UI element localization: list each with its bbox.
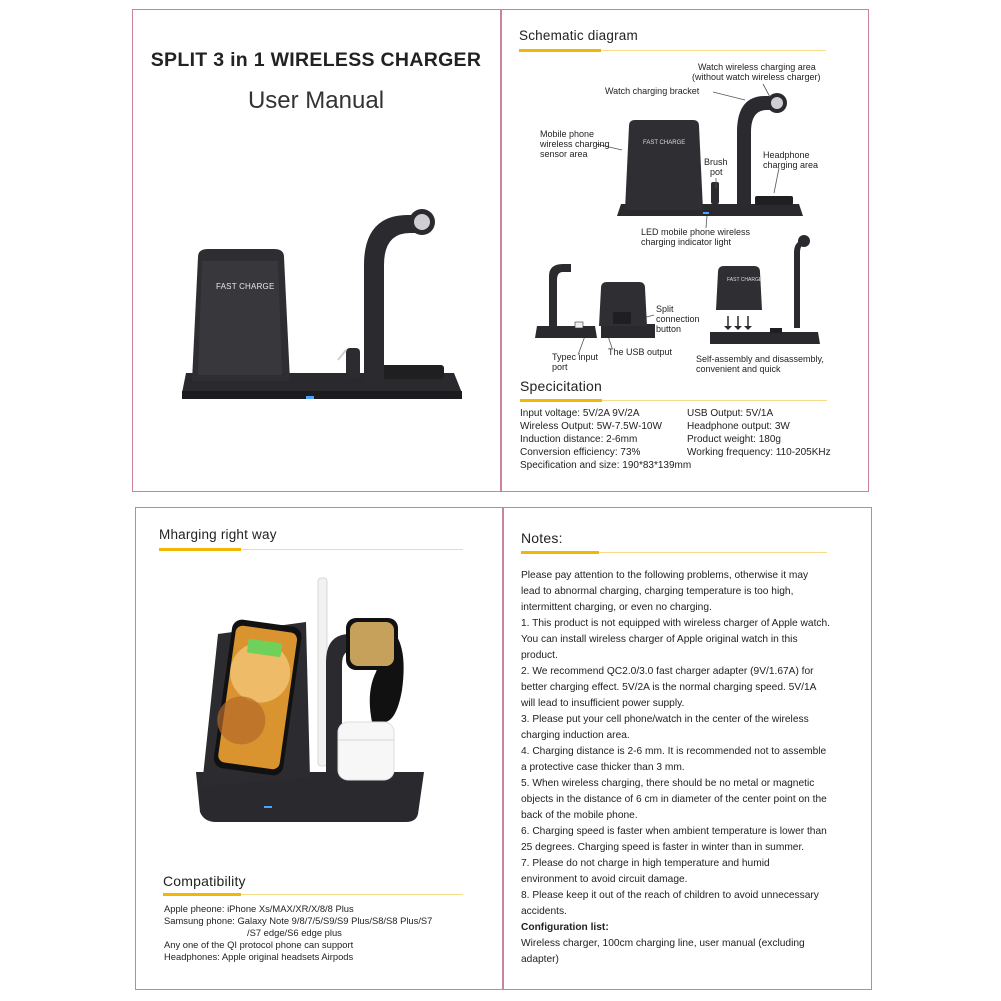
compat-line-4: Headphones: Apple original headsets Airpods (164, 951, 354, 962)
schematic-heading: Schematic diagram (519, 28, 638, 43)
config-heading: Configuration list: (521, 922, 609, 933)
spec-left-2: Induction distance: 2-6mm (520, 434, 638, 445)
notes-line-13: 5. When wireless charging, there should be no metal or magnetic (521, 778, 815, 789)
notes-line-10: charging induction area. (521, 730, 630, 741)
label-headphone-2: charging area (763, 160, 819, 170)
notes-line-0: Please pay attention to the following problems, otherwise it may (521, 570, 809, 581)
notes-line-15: back of the mobile phone. (521, 810, 638, 821)
notes-heading-rule (599, 552, 827, 553)
notes-line-3: 1. This product is not equipped with wireless charger of Apple watch. (521, 618, 831, 629)
compatibility-heading-bar (163, 893, 241, 896)
schematic-fast-charge-logo-2: FAST CHARGE (727, 277, 763, 283)
cover-title: SPLIT 3 in 1 WIRELESS CHARGER (150, 49, 482, 71)
label-split-3: button (656, 324, 682, 334)
charging-heading-bar (159, 548, 241, 551)
notes-line-14: objects in the distance of 6 cm in diameter of the center point on the (521, 794, 827, 805)
cover-subtitle: User Manual (247, 87, 385, 114)
cover-product-logo: FAST CHARGE (216, 282, 275, 291)
specification-heading-rule (602, 400, 827, 401)
label-mobile-1: Mobile phone (540, 129, 595, 139)
schematic-device-split (535, 262, 655, 342)
notes-line-17: 25 degrees. Charging speed is faster in winter than in summer. (521, 842, 805, 853)
label-typec-1: Typec input (552, 352, 599, 362)
charging-heading-rule (241, 549, 463, 550)
label-led-1: LED mobile phone wireless (641, 227, 751, 237)
config-line-1: adapter) (521, 954, 559, 965)
label-watch-area-2: (without watch wireless charger) (692, 72, 821, 82)
label-led-2: charging indicator light (641, 237, 732, 247)
spec-left-4: Specification and size: 190*83*139mm (520, 460, 692, 471)
specification-heading-bar (520, 399, 602, 402)
label-typec-2: port (552, 362, 568, 372)
label-split-1: Split (656, 304, 674, 314)
label-headphone-1: Headphone (763, 150, 810, 160)
spec-right-0: USB Output: 5V/1A (687, 408, 774, 419)
notes-line-16: 6. Charging speed is faster when ambient temperature is lower than (521, 826, 827, 837)
notes-heading-bar (521, 551, 599, 554)
label-mobile-3: sensor area (540, 149, 588, 159)
label-mobile-2: wireless charging (540, 139, 610, 149)
label-assembly-1: Self-assembly and disassembly, (696, 354, 824, 364)
label-brush-1: Brush (704, 157, 728, 167)
notes-line-20: 8. Please keep it out of the reach of children to avoid unnecessary (521, 890, 819, 901)
notes-line-9: 3. Please put your cell phone/watch in the center of the wireless (521, 714, 809, 725)
schematic-fast-charge-logo: FAST CHARGE (643, 140, 686, 146)
spec-right-3: Working frequency: 110-205KHz (687, 447, 831, 458)
config-line-0: Wireless charger, 100cm charging line, user manual (excluding (521, 938, 805, 949)
notes-line-7: better charging effect. 5V/2A is the normal charging speed. 5V/1A (521, 682, 817, 693)
label-watch-bracket: Watch charging bracket (605, 86, 700, 96)
schematic-leader-lines (0, 0, 1001, 500)
compatibility-heading: Compatibility (163, 873, 246, 889)
notes-line-12: a protective case thicker than 3 mm. (521, 762, 685, 773)
schematic-device-assembly (710, 232, 820, 347)
compat-line-2: /S7 edge/S6 edge plus (247, 927, 342, 938)
label-split-2: connection (656, 314, 700, 324)
compat-line-0: Apple pheone: iPhone Xs/MAX/XR/X/8/8 Plus (164, 903, 354, 914)
label-watch-area-1: Watch wireless charging area (698, 62, 816, 72)
spec-left-3: Conversion efficiency: 73% (520, 447, 641, 458)
notes-line-2: intermittent charging, or even no charging. (521, 602, 712, 613)
notes-line-1: lead to abnormal charging, charging temperature is too high, (521, 586, 794, 597)
notes-line-19: environment to avoid circuit damage. (521, 874, 688, 885)
compat-line-1: Samsung phone: Galaxy Note 9/8/7/5/S9/S9 Plus/S8/S8 Plus/S7 (164, 915, 433, 926)
charging-in-use-image (186, 572, 436, 834)
bottom-panel-divider (502, 507, 504, 990)
notes-line-18: 7. Please do not charge in high temperature and humid (521, 858, 770, 869)
label-brush-2: pot (710, 167, 723, 177)
spec-left-0: Input voltage: 5V/2A 9V/2A (520, 408, 640, 419)
label-usb-output: The USB output (608, 347, 673, 357)
notes-heading: Notes: (521, 530, 563, 546)
notes-line-6: 2. We recommend QC2.0/3.0 fast charger adapter (9V/1.67A) for (521, 666, 814, 677)
notes-line-11: 4. Charging distance is 2-6 mm. It is recommended not to assemble (521, 746, 827, 757)
notes-line-21: accidents. (521, 906, 567, 917)
charging-heading: Mharging right way (159, 527, 277, 542)
specification-heading: Specicitation (520, 378, 602, 394)
notes-line-8: will lead to insufficient power supply. (521, 698, 685, 709)
compatibility-heading-rule (241, 894, 463, 895)
label-assembly-2: convenient and quick (696, 364, 781, 374)
notes-line-5: product. (521, 650, 558, 661)
notes-line-4: You can install wireless charger of Apple original watch in this (521, 634, 798, 645)
compat-line-3: Any one of the QI protocol phone can support (164, 939, 354, 950)
spec-left-1: Wireless Output: 5W-7.5W-10W (520, 421, 662, 432)
spec-right-2: Product weight: 180g (687, 434, 781, 445)
spec-right-1: Headphone output: 3W (687, 421, 790, 432)
